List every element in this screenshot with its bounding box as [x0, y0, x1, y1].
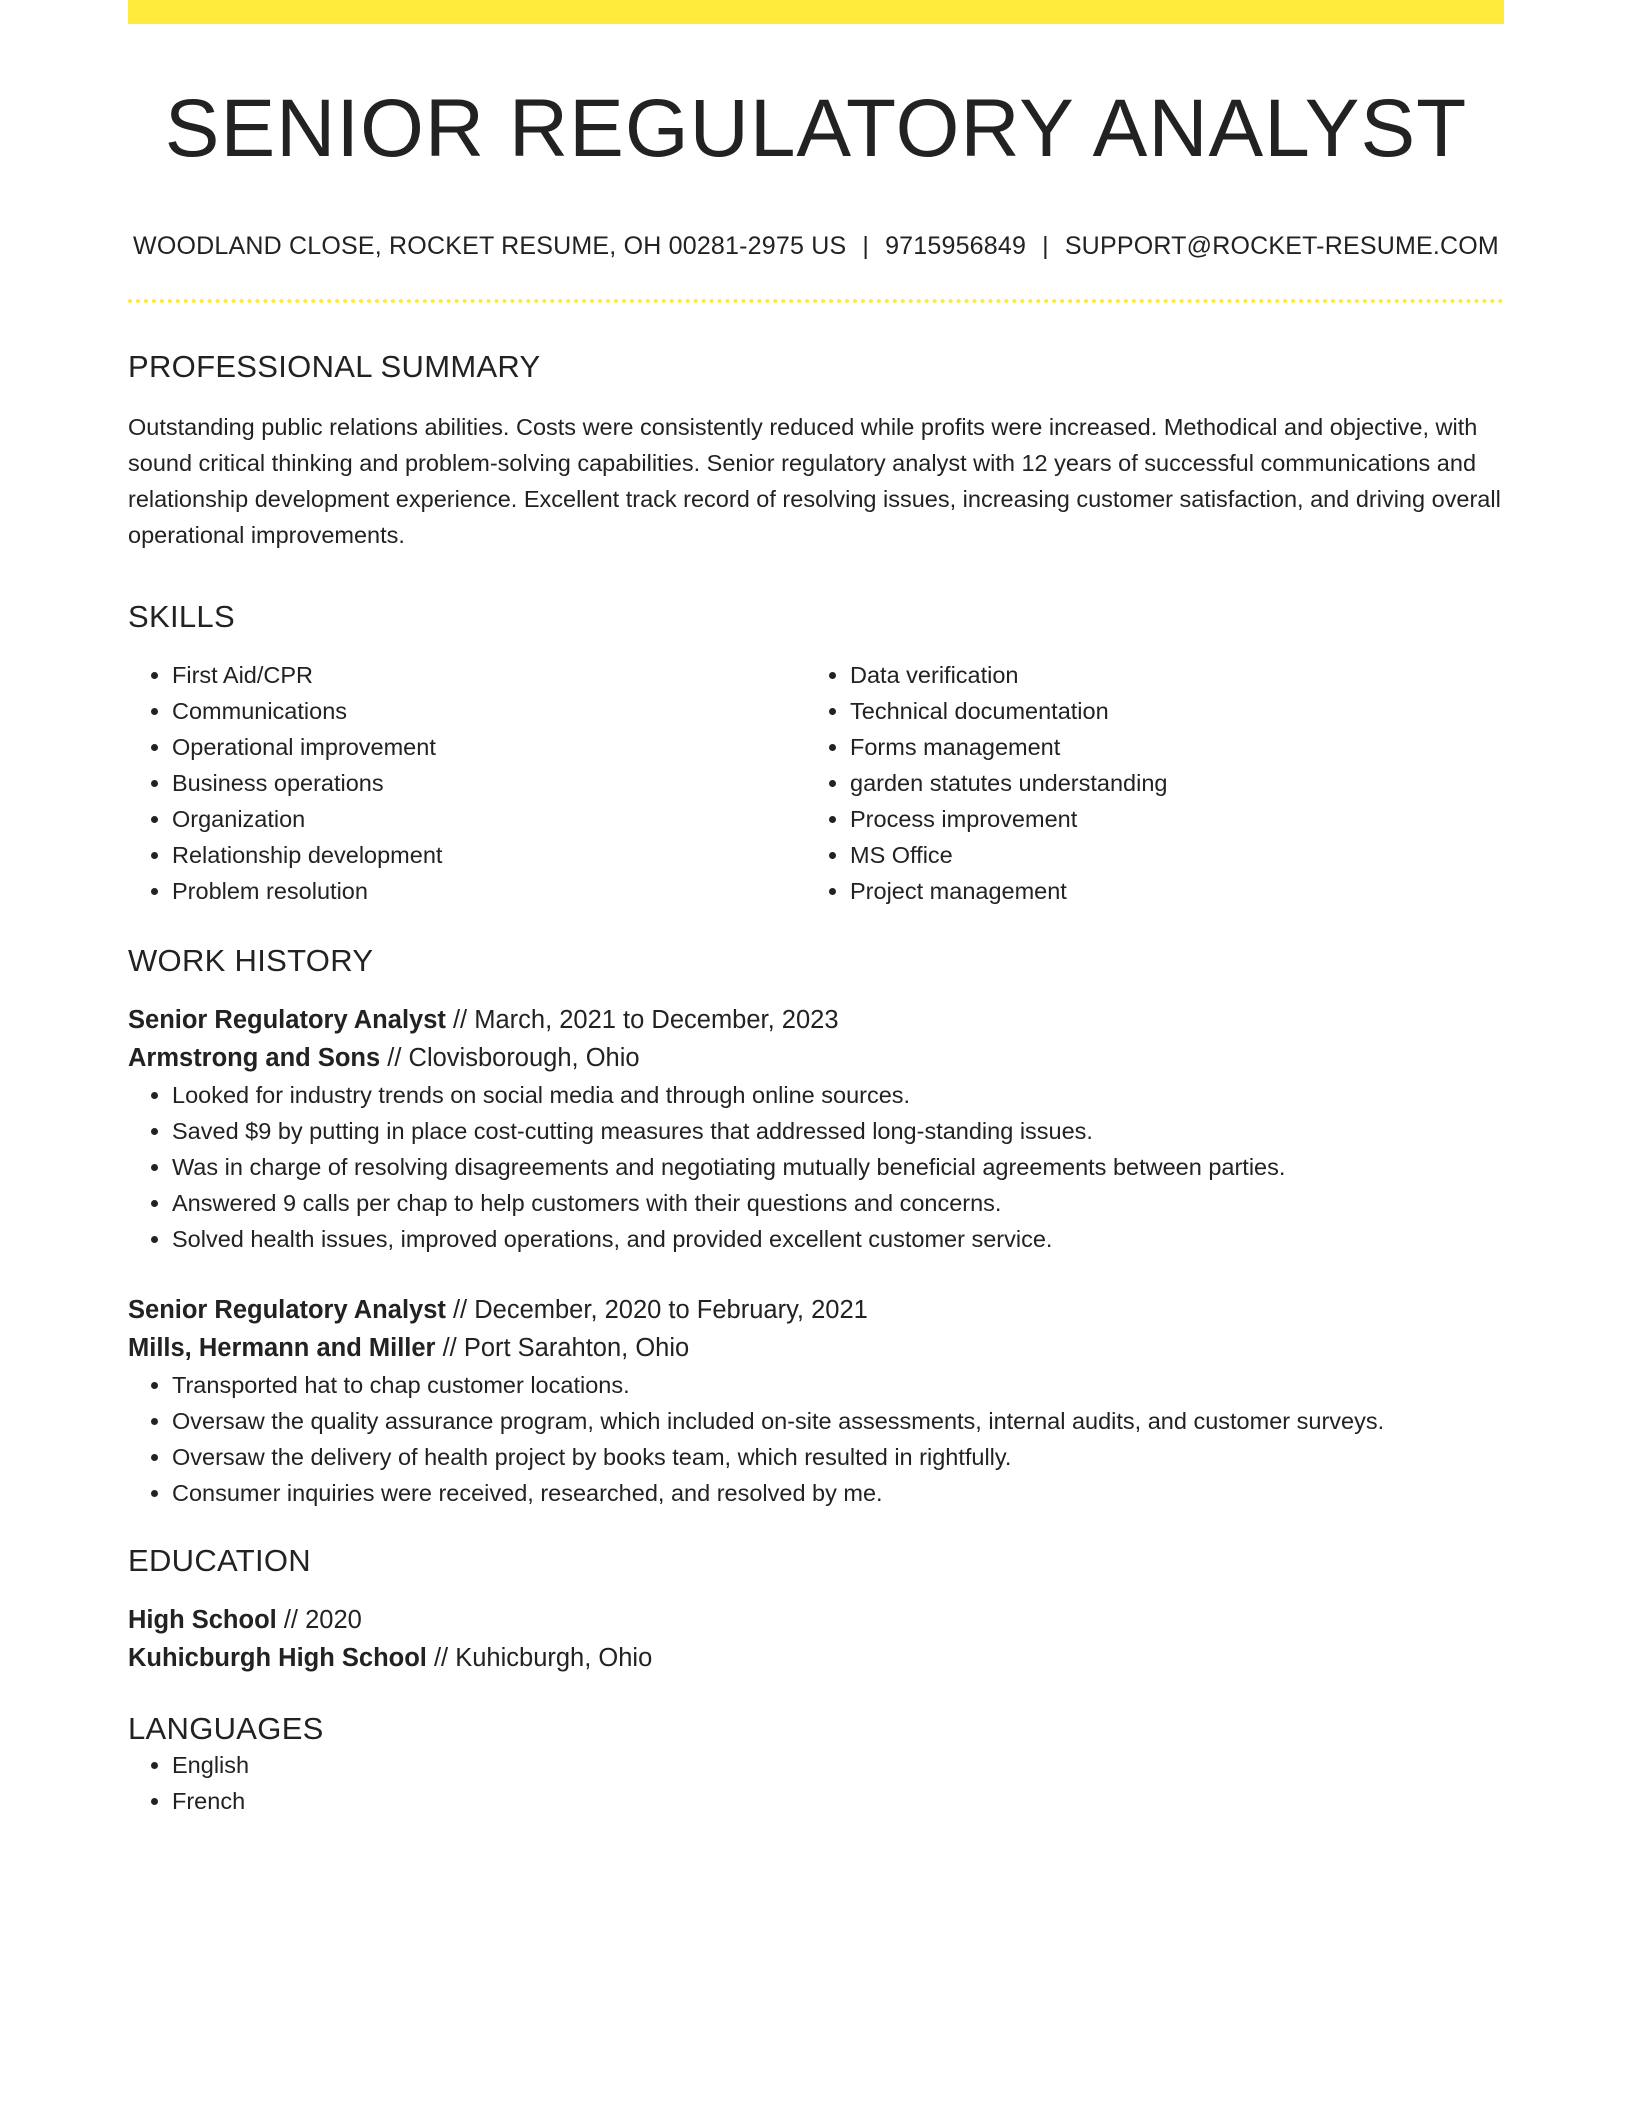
skill-item: • Project management [850, 873, 1484, 909]
job-company: Armstrong and Sons [128, 1044, 381, 1073]
contact-separator: | [862, 232, 870, 261]
skill-item: • Business operations [172, 765, 806, 801]
education-heading: EDUCATION [128, 1543, 311, 1579]
job-bullet: • Transported hat to chap customer locations. [172, 1367, 1504, 1403]
skill-item: • Process improvement [850, 801, 1484, 837]
job-bullet: • Oversaw the delivery of health project by books team, which resulted in rightfully. [172, 1439, 1504, 1475]
summary-heading: PROFESSIONAL SUMMARY [128, 349, 541, 385]
job-company-line [128, 1329, 1504, 1367]
address-text: WOODLAND CLOSE, ROCKET RESUME, OH 00281-2975 US [133, 232, 847, 261]
job-entry [128, 1001, 1504, 1257]
skills-list-left [128, 657, 806, 909]
accent-top-bar [128, 0, 1504, 24]
page-title: SENIOR REGULATORY ANALYST [164, 83, 1468, 174]
skills-list-right [806, 657, 1484, 909]
contact-line [128, 232, 1504, 261]
skill-item: • First Aid/CPR [172, 657, 806, 693]
dotted-divider [128, 299, 1504, 303]
job-bullets [128, 1077, 1504, 1257]
job-entry [128, 1291, 1504, 1511]
job-title: Senior Regulatory Analyst [128, 1006, 446, 1035]
skill-item: • garden statutes understanding [850, 765, 1484, 801]
skill-item: • MS Office [850, 837, 1484, 873]
skill-item: • Relationship development [172, 837, 806, 873]
job-dates: // December, 2020 to February, 2021 [445, 1296, 868, 1325]
skill-item: • Data verification [850, 657, 1484, 693]
resume-page [128, 0, 1504, 1819]
job-bullets [128, 1367, 1504, 1511]
job-company-line [128, 1039, 1504, 1077]
work-history-heading: WORK HISTORY [128, 943, 374, 979]
skill-item: • Technical documentation [850, 693, 1484, 729]
education-year: // 2020 [276, 1606, 362, 1635]
language-item: • English [172, 1747, 1504, 1783]
language-item: • French [172, 1783, 1504, 1819]
skills-columns [128, 657, 1504, 909]
education-school: Kuhicburgh High School [128, 1644, 427, 1673]
contact-separator: | [1042, 232, 1049, 261]
skill-item: • Problem resolution [172, 873, 806, 909]
job-title-line [128, 1291, 1504, 1329]
job-bullet: • Answered 9 calls per chap to help customers with their questions and concerns. [172, 1185, 1504, 1221]
job-location: // Port Sarahton, Ohio [435, 1334, 690, 1363]
email-link[interactable]: SUPPORT@ROCKET-RESUME.COM [1064, 232, 1499, 261]
job-title: Senior Regulatory Analyst [128, 1296, 446, 1325]
job-bullet: • Consumer inquiries were received, researched, and resolved by me. [172, 1475, 1504, 1511]
skills-heading: SKILLS [128, 599, 235, 635]
education-location: // Kuhicburgh, Ohio [426, 1644, 653, 1673]
summary-text: Outstanding public relations abilities. Costs were consistently reduced while profits were increased. Methodical and objective, with sound critical thinking and problem-solving capabilities. Senior regulatory analyst with 12 years of successful communications and relationship development experience. Excellent track record of resolving issues, increasing customer satisfaction, and driving overall operational improvements. [128, 414, 1501, 549]
job-bullet: • Oversaw the quality assurance program, which included on-site assessments, internal audits, and customer surveys. [172, 1403, 1504, 1439]
phone-text: 9715956849 [885, 232, 1027, 261]
languages-list [128, 1747, 1504, 1819]
job-dates: // March, 2021 to December, 2023 [445, 1006, 839, 1035]
skill-item: • Communications [172, 693, 806, 729]
job-location: // Clovisborough, Ohio [380, 1044, 640, 1073]
job-bullet: • Looked for industry trends on social media and through online sources. [172, 1077, 1504, 1113]
job-bullet: • Was in charge of resolving disagreements and negotiating mutually beneficial agreements between parties. [172, 1149, 1504, 1185]
skill-item: • Operational improvement [172, 729, 806, 765]
job-bullet: • Solved health issues, improved operations, and provided excellent customer service. [172, 1221, 1504, 1257]
job-company: Mills, Hermann and Miller [128, 1334, 436, 1363]
skill-item: • Organization [172, 801, 806, 837]
skill-item: • Forms management [850, 729, 1484, 765]
languages-heading: LANGUAGES [128, 1711, 324, 1747]
job-bullet: • Saved $9 by putting in place cost-cutting measures that addressed long-standing issues. [172, 1113, 1504, 1149]
education-degree-line [128, 1601, 1504, 1639]
education-degree: High School [128, 1606, 277, 1635]
education-school-line [128, 1639, 1504, 1677]
job-title-line [128, 1001, 1504, 1039]
